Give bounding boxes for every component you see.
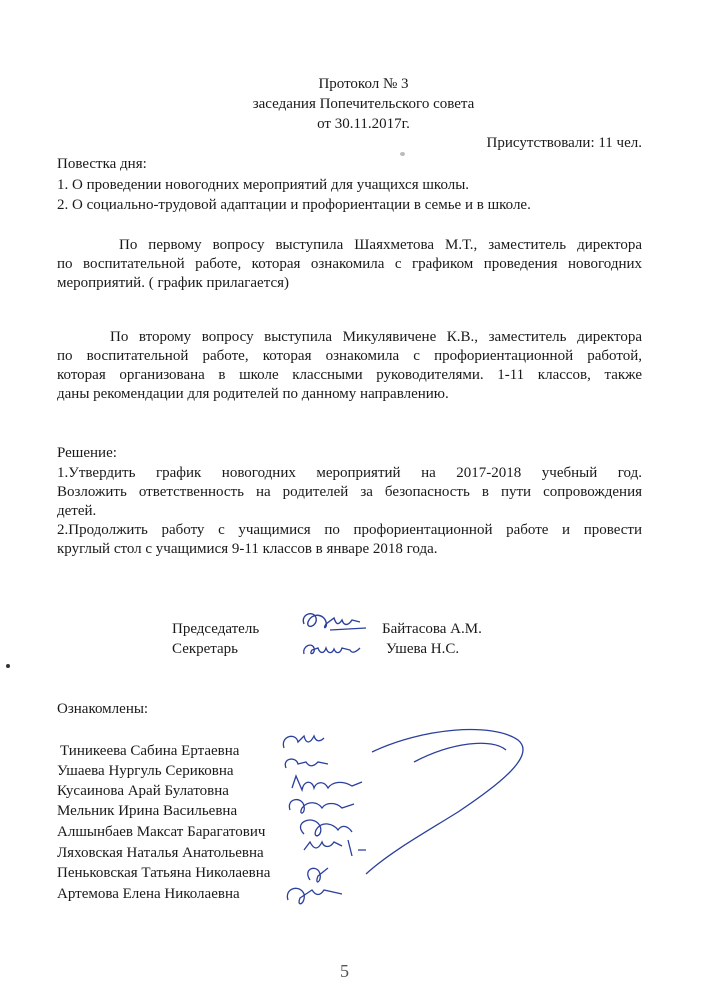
acquainted-name: Ушаева Нургуль Сериковна xyxy=(57,763,234,779)
chair-signature xyxy=(296,606,371,638)
secretary-role: Секретарь xyxy=(172,641,239,657)
decision-paragraph xyxy=(57,464,642,559)
decision-heading: Решение: xyxy=(57,445,117,461)
document-date: от 30.11.2017г. xyxy=(317,116,410,132)
scan-speck xyxy=(400,152,405,156)
agenda-item: 2. О социально-трудовой адаптации и профориентации в семье и в школе. xyxy=(57,197,531,213)
acquainted-name: Алшынбаев Максат Барагатович xyxy=(57,824,266,840)
acquainted-name: Тиникеева Сабина Ертаевна xyxy=(60,743,240,759)
second-question-paragraph xyxy=(57,328,642,404)
acquainted-name: Артемова Елена Николаевна xyxy=(57,886,240,902)
acquainted-name: Мельник Ирина Васильевна xyxy=(57,803,238,819)
chair-role: Председатель xyxy=(172,621,260,637)
paragraph-line: по воспитательной работе, которая ознакомила с графиком проведения новогодних xyxy=(57,256,642,272)
secretary-signature xyxy=(298,638,368,662)
decision-line: 2.Продолжить работу с учащимися по профориентационной работе и провести xyxy=(57,522,642,538)
secretary-name: Ушева Н.С. xyxy=(386,641,460,657)
page-number: 5 xyxy=(340,961,349,981)
decision-line: детей. xyxy=(57,503,97,519)
agenda-item: 1. О проведении новогодних мероприятий для учащихся школы. xyxy=(57,177,470,193)
document-title: Протокол № 3 xyxy=(318,76,409,92)
paragraph-line: По второму вопросу выступила Микулявичене К.В., заместитель директора xyxy=(110,329,642,345)
decision-line: 1.Утвердить график новогодних мероприятий на 2017-2018 учебный год. xyxy=(57,465,642,481)
paragraph-line: по воспитательной работе, которая ознакомила с профориентационной работой, xyxy=(57,348,642,364)
scan-speck xyxy=(6,664,10,668)
chair-name: Байтасова А.М. xyxy=(382,621,482,637)
agenda-heading: Повестка дня: xyxy=(57,156,147,172)
paragraph-line: даны рекомендации для родителей по данному направлению. xyxy=(57,386,449,402)
attendance-count: Присутствовали: 11 чел. xyxy=(486,135,642,151)
acquainted-name: Ляховская Наталья Анатольевна xyxy=(57,845,264,861)
decision-line: круглый стол с учащимися 9-11 классов в январе 2018 года. xyxy=(57,541,438,557)
paragraph-line: которая организована в школе классными руководителями. 1-11 классов, также xyxy=(57,367,642,383)
document-subtitle: заседания Попечительского совета xyxy=(252,96,475,112)
acquainted-heading: Ознакомлены: xyxy=(57,701,149,717)
acquainted-name: Кусаинова Арай Булатовна xyxy=(57,783,229,799)
paragraph-line: мероприятий. ( график прилагается) xyxy=(57,275,290,291)
first-question-paragraph xyxy=(57,236,642,293)
paragraph-line: По первому вопросу выступила Шаяхметова М.Т., заместитель директора xyxy=(119,237,642,253)
decision-line: Возложить ответственность на родителей за безопасность в пути сопровождения xyxy=(57,484,642,500)
acquainted-name: Пеньковская Татьяна Николаевна xyxy=(57,865,271,881)
acquainted-signatures xyxy=(262,718,562,918)
